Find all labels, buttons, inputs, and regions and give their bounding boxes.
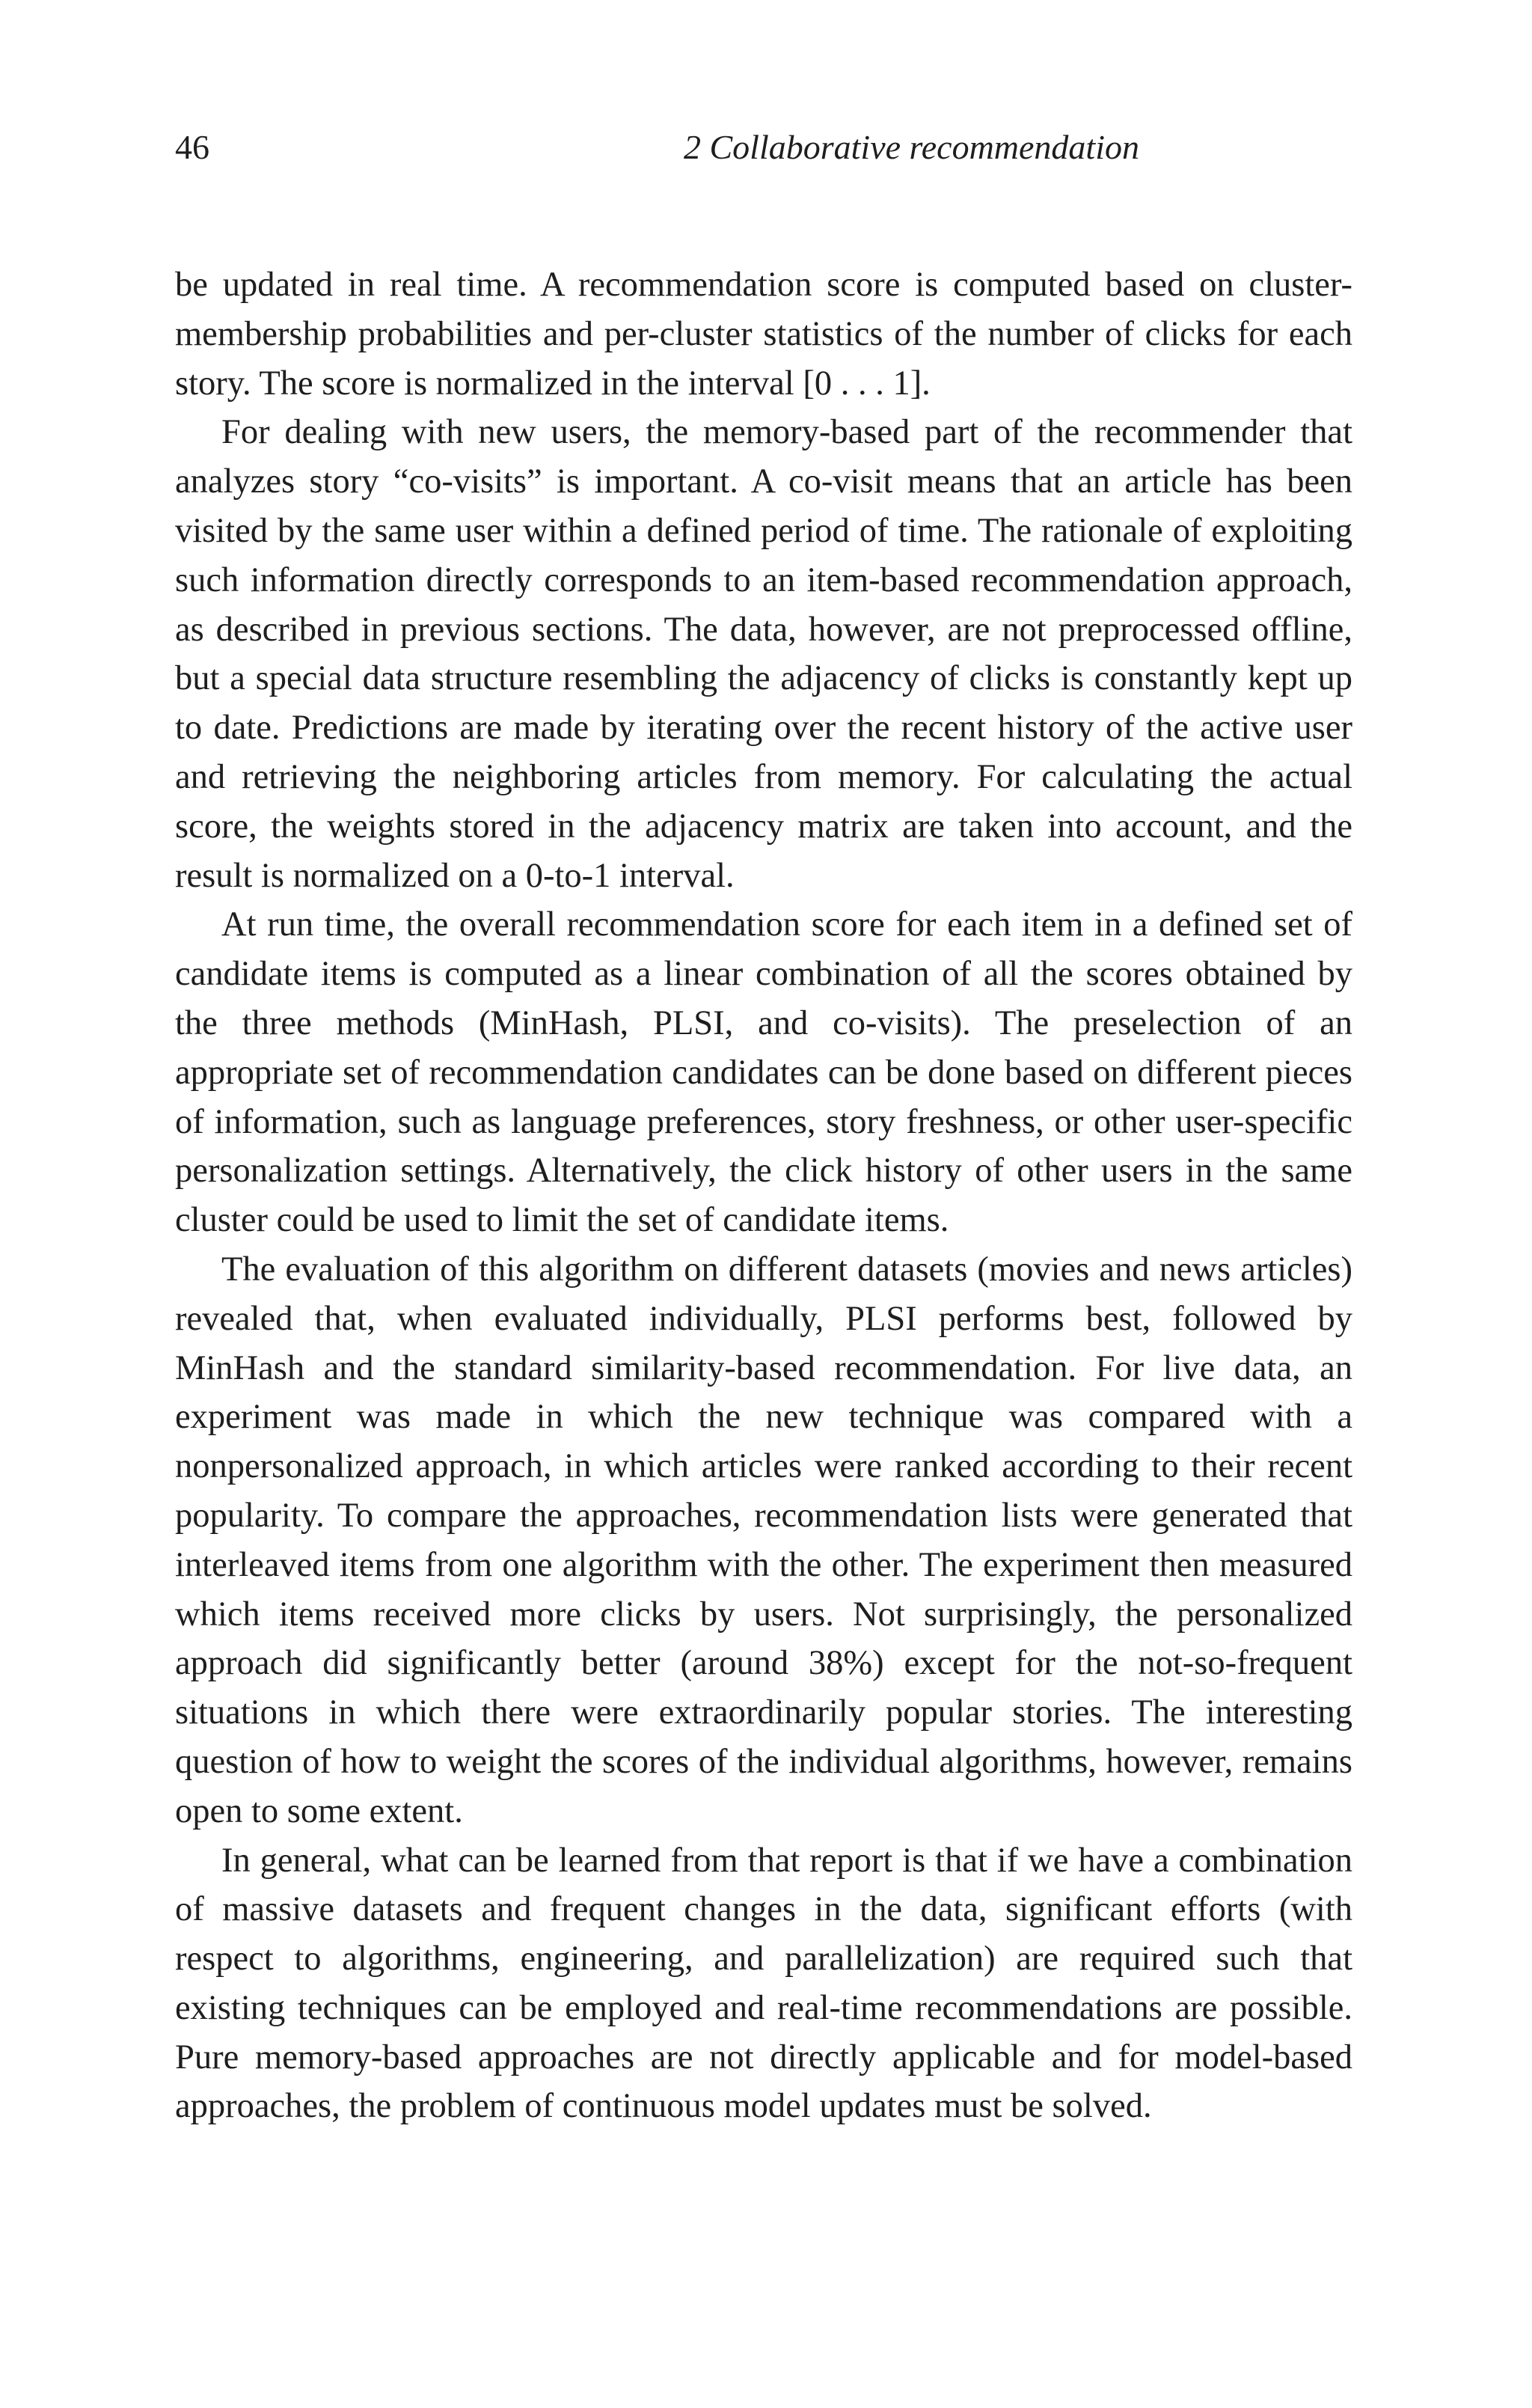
paragraph: In general, what can be learned from that report is that if we have a combination of massive datasets and frequent changes in the data, significant efforts (with respect to algorithms, engineering, and parallelization) are required such that existing techniques can be employed and real-time recommendations are possible. Pure memory-based approaches are not directly applicable and for model-based approaches, the problem of continuous model updates must be solved. (175, 1841, 1352, 2126)
running-head (175, 121, 1352, 174)
page-number: 46 (175, 128, 209, 166)
body-text (175, 260, 1352, 2131)
paragraph: At run time, the overall recommendation score for each item in a defined set of candidate items is computed as a linear combination of all the scores obtained by the three methods (MinHash, PLSI, and co-visits). The preselection of an appropriate set of recommendation candidates can be done based on different pieces of information, such as language preferences, story freshness, or other user-specific personalization settings. Alternatively, the click history of other users in the same cluster could be used to limit the set of candidate items. (175, 905, 1352, 1240)
paragraph: be updated in real time. A recommendation score is computed based on cluster-membership probabilities and per-cluster statistics of the number of clicks for each story. The score is normalized in the interval [0 . . . 1]. (175, 266, 1352, 403)
paragraph: The evaluation of this algorithm on different datasets (movies and news articles) revealed that, when evaluated individually, PLSI performs best, followed by MinHash and the standard similarity-based recommendation. For live data, an experiment was made in which the new technique was compared with a nonpersonalized approach, in which articles were ranked according to their recent popularity. To compare the approaches, recommendation lists were generated that interleaved items from one algorithm with the other. The experiment then measured which items received more clicks by users. Not surprisingly, the personalized approach did significantly better (around 38%) except for the not-so-frequent situations in which there were extraordinarily popular stories. The interesting question of how to weight the scores of the individual algorithms, however, remains open to some extent. (175, 1250, 1352, 1830)
chapter-title: 2 Collaborative recommendation (684, 128, 1139, 166)
paragraph: For dealing with new users, the memory-based part of the recommender that analyzes story “co-visits” is important. A co-visit means that an article has been visited by the same user within a defined period of time. The rationale of exploiting such information directly corresponds to an item-based recommendation approach, as described in previous sections. The data, however, are not preprocessed offline, but a special data structure resembling the adjacency of clicks is constantly kept up to date. Predictions are made by iterating over the recent history of the active user and retrieving the neighboring articles from memory. For calculating the actual score, the weights stored in the adjacency matrix are taken into account, and the result is normalized on a 0-to-1 interval. (175, 413, 1352, 895)
